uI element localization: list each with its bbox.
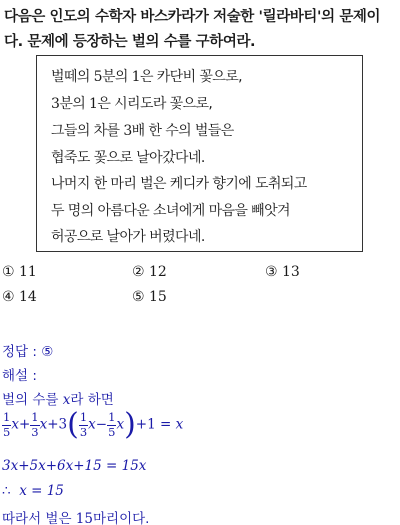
conclusion: 따라서 벌은 15마리이다. [2,511,150,525]
choice-2[interactable]: ② 12 [132,264,167,280]
solution-step-1: 벌의 수를 x라 하면 [2,392,114,408]
equation-2: 3x+5x+6x+15 = 15x [2,458,147,474]
fraction: $\frac{1}{3}$ [31,410,39,439]
poem-line-5: 나머지 한 마리 벌은 케디카 향기에 도취되고 [51,176,307,192]
question-line-2: 다. 문제에 등장하는 벌의 수를 구하여라. [4,34,256,50]
question-line-1: 다음은 인도의 수학자 바스카라가 저술한 '릴라바티'의 문제이 [4,9,381,25]
poem-line-4: 협죽도 꽃으로 날아갔다네. [51,150,205,166]
answer-label: 정답 : ⑤ [2,344,54,360]
equation-1: $\frac{1}{5}$ x+ $\frac{1}{3}$ x+3( $\frac{1}{3}$ x− $\frac{1}{5}$ x)+1 = x [3,407,184,442]
explanation-label: 해설 : [2,368,37,384]
poem-box [36,55,363,252]
equation-3: ∴ x = 15 [2,483,64,499]
fraction: $\frac{1}{3}$ [79,410,88,439]
choice-3[interactable]: ③ 13 [265,264,300,280]
poem-line-2: 3분의 1은 시리도라 꽃으로, [51,96,213,112]
fraction: $\frac{1}{5}$ [108,410,116,439]
poem-line-3: 그들의 차를 3배 한 수의 벌들은 [51,123,234,139]
poem-line-1: 벌떼의 5분의 1은 카단비 꽃으로, [51,69,242,85]
poem-line-6: 두 명의 아름다운 소녀에게 마음을 빼앗겨 [51,203,290,219]
choice-5[interactable]: ⑤ 15 [132,289,167,305]
choice-1[interactable]: ① 11 [2,264,37,280]
poem-line-7: 허공으로 날아가 버렸다네. [51,229,205,245]
fraction: $\frac{1}{5}$ [3,410,11,439]
choice-4[interactable]: ④ 14 [2,289,37,305]
